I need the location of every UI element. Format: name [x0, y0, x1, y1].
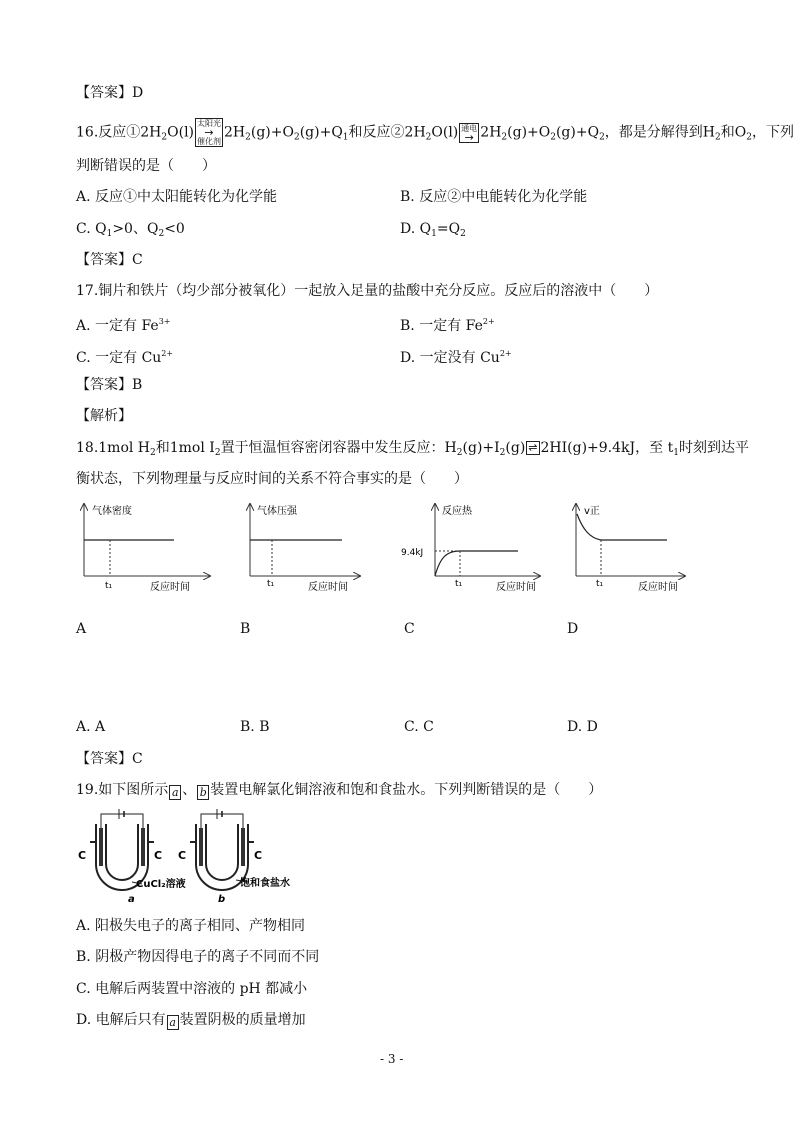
electrode-a-left [99, 828, 103, 866]
q16-answer: 【答案】C [76, 252, 143, 268]
q16-option-c: C. $Q_1>0$、$Q_2<0$ [76, 221, 185, 239]
graph-d-xlabel: 反应时间 [638, 582, 678, 593]
q17-answer: 【答案】B [76, 377, 143, 393]
graph-label-b: B [240, 621, 251, 637]
q19-option-a: A. 阳极失电子的离子相同、产物相同 [76, 918, 306, 934]
label-box-a-option: a [167, 1015, 179, 1030]
q16-option-a: A. 反应①中太阳能转化为化学能 [76, 189, 278, 205]
electrode-label-b-right: C [254, 849, 263, 862]
device-label-b: b [218, 894, 226, 905]
graph-b-xlabel: 反应时间 [308, 582, 348, 593]
q17-option-d: D. 一定没有 $Cu^{2+}$ [400, 349, 512, 366]
electrode-a-right [141, 828, 145, 866]
graph-b-tick: t₁ [267, 579, 275, 589]
graph-d-ylabel: v正 [584, 506, 600, 517]
q17-option-c: C. 一定有 $Cu^{2+}$ [76, 349, 174, 366]
q18-stem-line1: 18.1mol $H_2$和1mol $I_2$置于恒温恒容密闭容器中发生反应：$H_2(g)+I_2(g)$ ⇌ 2HI(g)+9.4kJ，至 $t_1$时刻到达平 [76, 440, 749, 458]
q17-stem: 17.铜片和铁片（均少部分被氧化）一起放入足量的盐酸中充分反应。反应后的溶液中（ ） [76, 283, 659, 299]
q17-analysis: 【解析】 [76, 408, 132, 424]
graph-d-curve [577, 514, 667, 540]
q19-option-d: D. 电解后只有 a 装置阴极的质量增加 [76, 1012, 306, 1029]
q17-option-b: B. 一定有 $Fe^{2+}$ [400, 317, 495, 334]
q19-option-b: B. 阴极产物因得电子的离子不同而不同 [76, 949, 320, 965]
q18-option-d: D. D [567, 719, 598, 735]
q18-stem-line2: 衡状态，下列物理量与反应时间的关系不符合事实的是（ ） [76, 471, 468, 487]
electrode-b-right [241, 828, 245, 866]
equilibrium-arrow-box: ⇌ [528, 441, 538, 454]
graph-c-ytick: 9.4kJ [401, 548, 424, 558]
solution-label-a: CuCl₂溶液 [136, 879, 186, 890]
graph-d-tick: t₁ [596, 579, 604, 589]
q16-stem-line1: 16.反应$①2H_2O(l)$太阳光 → 催化剂$2H_2(g)+O_2(g)+Q_1$和反应$②2H_2O(l)$ 通电 → $2H_2(g)+O_2(g)+Q_2$，都是分解得到$H_2$和$O_2$，下列 [76, 119, 794, 146]
u-tube-b [178, 809, 290, 905]
graph-a [84, 504, 210, 593]
q17-option-a: A. 一定有 $Fe^{3+}$ [76, 317, 171, 334]
q16-stem-line2: 判断错误的是（ ） [76, 158, 216, 174]
electrode-b-left [199, 828, 203, 866]
u-tube-a [78, 809, 186, 905]
q18-option-b: B. B [240, 719, 270, 735]
graph-label-d: D [567, 621, 579, 637]
q16-option-d: D. $Q_1=Q_2$ [400, 221, 466, 239]
solution-label-b: 饱和食盐水 [240, 878, 290, 889]
q16-option-b: B. 反应②中电能转化为化学能 [400, 189, 588, 205]
q18-answer: 【答案】C [76, 751, 143, 767]
graph-label-a: A [76, 621, 87, 637]
graph-c-tick: t₁ [455, 579, 463, 589]
electrode-label-b-left: C [178, 849, 187, 862]
q18-option-a: A. A [76, 719, 106, 735]
page-number: - 3 - [380, 1052, 404, 1066]
graph-a-xlabel: 反应时间 [150, 582, 190, 593]
electrode-label-a-right: C [154, 849, 163, 862]
q19-option-c: C. 电解后两装置中溶液的 pH 都减小 [76, 981, 308, 997]
electrode-label-a-left: C [78, 849, 87, 862]
graph-c [401, 504, 540, 593]
electrolysis-figure [72, 806, 312, 906]
q15-answer: 【答案】D [76, 85, 144, 101]
q18-option-c: C. C [404, 719, 434, 735]
graph-b-ylabel: 气体压强 [257, 506, 297, 517]
graph-label-c: C [404, 621, 415, 637]
q18-graphs [70, 498, 740, 598]
label-box-a: a [169, 785, 181, 800]
graph-a-tick: t₁ [105, 581, 113, 591]
graph-c-curve [435, 551, 518, 576]
graph-b [250, 504, 360, 593]
device-label-a: a [128, 894, 135, 905]
graph-c-xlabel: 反应时间 [496, 582, 536, 593]
condition-box-sunlight-catalyst: 太阳光 → 催化剂 [197, 119, 222, 146]
label-box-b: b [197, 785, 209, 800]
graph-d [576, 504, 685, 593]
condition-box-electricity: 通电 → [461, 123, 478, 144]
graph-a-ylabel: 气体密度 [92, 506, 132, 517]
graph-c-ylabel: 反应热 [442, 506, 472, 517]
q19-stem: 19.如下图所示 a 、 b 装置电解氯化铜溶液和饱和食盐水。下列判断错误的是（ ） [76, 782, 603, 799]
